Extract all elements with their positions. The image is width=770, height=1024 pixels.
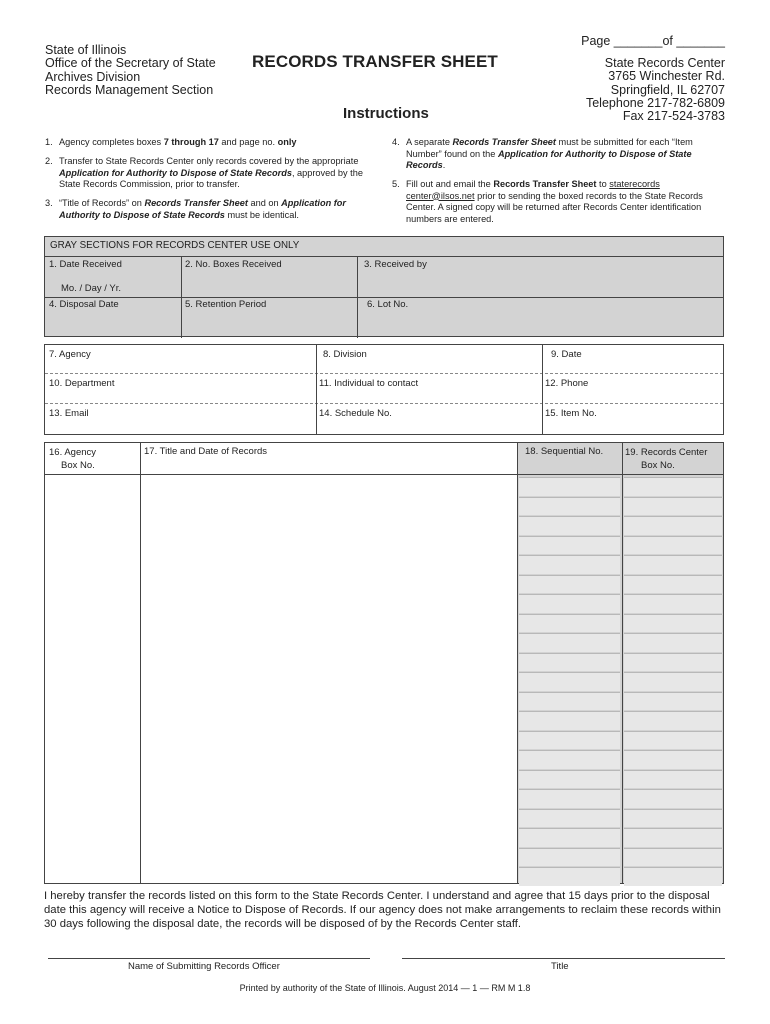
agency-info-section: [44, 344, 724, 435]
sequential-no-cell[interactable]: [519, 789, 620, 808]
sequential-no-cell[interactable]: [519, 711, 620, 730]
date-field[interactable]: 9. Date: [551, 349, 582, 360]
instruction-4: 4. A separate Records Transfer Sheet must be submitted for each “Item Number” found on the Application for Authority to Dispose of State Records.: [392, 137, 693, 170]
center-box-no-cell[interactable]: [624, 477, 722, 496]
gray-section-heading: GRAY SECTIONS FOR RECORDS CENTER USE ONLY: [50, 240, 300, 251]
footer-text: Printed by authority of the State of Illinois. August 2014 — 1 — RM M 1.8: [239, 983, 531, 993]
form-title: RECORDS TRANSFER SHEET: [252, 52, 498, 71]
sequential-no-cell[interactable]: [519, 731, 620, 750]
agency-line: Archives Division: [45, 69, 141, 84]
center-box-no-cell[interactable]: [624, 789, 722, 808]
page-number-field[interactable]: Page _______of _______: [581, 34, 725, 48]
title-date-header: 17. Title and Date of Records: [144, 446, 268, 457]
center-box-no-cell[interactable]: [624, 536, 722, 555]
center-box-no-cell[interactable]: [624, 497, 722, 516]
sequential-no-cell[interactable]: [519, 477, 620, 496]
phone-field[interactable]: 12. Phone: [545, 378, 589, 389]
sequential-no-header: 18. Sequential No.: [525, 446, 604, 457]
center-box-no-cell[interactable]: [624, 750, 722, 769]
sequential-no-cell[interactable]: [519, 828, 620, 847]
records-list-table: [44, 442, 724, 884]
sequential-no-cell[interactable]: [519, 516, 620, 535]
schedule-no-field[interactable]: 14. Schedule No.: [319, 408, 392, 419]
instruction-1: 1. Agency completes boxes 7 through 17 and page no. only: [45, 137, 297, 147]
transfer-statement: I hereby transfer the records listed on this form to the State Records Center. I understand and agree that 15 days prior to the disposal date this agency will receive a Notice to Dispose of Records. If our agency does not make arrangements to reclaim these records within 30 days following the disposal date, the records will be disposed of by the Records Center staff.: [44, 890, 721, 930]
officer-name-label: Name of Submitting Records Officer: [128, 961, 280, 972]
center-box-no-cell[interactable]: [624, 692, 722, 711]
address-line: Telephone 217-782-6809: [585, 95, 725, 110]
disposal-date-field[interactable]: 4. Disposal Date: [49, 299, 119, 310]
item-no-field[interactable]: 15. Item No.: [545, 408, 597, 419]
instruction-5: 5. Fill out and email the Records Transfer Sheet to staterecords center@ilsos.net prior to sending the boxed records to the State Records Center. A signed copy will be returned after Records Center identification numbers are entered.: [392, 179, 703, 224]
department-field[interactable]: 10. Department: [49, 378, 115, 389]
sequential-no-cell[interactable]: [519, 536, 620, 555]
sequential-no-cell[interactable]: [519, 692, 620, 711]
center-box-no-cell[interactable]: [624, 555, 722, 574]
center-box-no-header: 19. Records Center Box No.: [625, 447, 708, 471]
center-box-no-cell[interactable]: [624, 516, 722, 535]
sequential-no-cell[interactable]: [519, 575, 620, 594]
address-block: [586, 57, 725, 123]
center-box-no-cell[interactable]: [624, 770, 722, 789]
officer-name-line[interactable]: [48, 958, 370, 959]
title-label: Title: [551, 961, 569, 972]
address-line: 3765 Winchester Rd.: [608, 69, 725, 84]
address-line: Fax 217-524-3783: [622, 109, 725, 124]
center-box-no-cell[interactable]: [624, 614, 722, 633]
center-box-no-cell[interactable]: [624, 731, 722, 750]
received-by-field[interactable]: 3. Received by: [364, 259, 427, 270]
address-line: Springfield, IL 62707: [610, 82, 725, 97]
center-box-no-cell[interactable]: [624, 711, 722, 730]
instructions-heading: Instructions: [343, 105, 429, 122]
sequential-no-cell[interactable]: [519, 633, 620, 652]
email-field[interactable]: 13. Email: [49, 408, 89, 419]
instruction-2: 2. Transfer to State Records Center only records covered by the appropriate Application for Authority to Dispose of State Records, approved by the State Records Commission, prior to transfer.: [45, 156, 363, 189]
agency-line: Office of the Secretary of State: [45, 56, 216, 71]
sequential-no-cell[interactable]: [519, 594, 620, 613]
sequential-no-cell[interactable]: [519, 770, 620, 789]
sequential-no-cell[interactable]: [519, 750, 620, 769]
agency-block: [45, 44, 216, 97]
boxes-received-field[interactable]: 2. No. Boxes Received: [185, 259, 282, 270]
box-no-header: 16. Agency Box No.: [49, 447, 97, 471]
title-line[interactable]: [402, 958, 725, 959]
instruction-3: 3. “Title of Records” on Records Transfer Sheet and on Application for Authority to Dispose of State Records must be identical.: [45, 198, 346, 220]
email-link[interactable]: staterecords center@ilsos.net: [406, 179, 660, 201]
center-box-no-cell[interactable]: [624, 867, 722, 886]
records-center-use-section: [44, 236, 724, 337]
center-box-no-cell[interactable]: [624, 575, 722, 594]
center-box-no-cell[interactable]: [624, 594, 722, 613]
agency-line: State of Illinois: [45, 43, 127, 57]
date-received-field[interactable]: 1. Date Received: [49, 259, 122, 270]
center-box-no-cell[interactable]: [624, 848, 722, 867]
sequential-no-cell[interactable]: [519, 555, 620, 574]
sequential-no-cell[interactable]: [519, 614, 620, 633]
sequential-no-cell[interactable]: [519, 848, 620, 867]
date-format-hint: Mo. / Day / Yr.: [61, 283, 122, 294]
sequential-no-cell[interactable]: [519, 497, 620, 516]
contact-field[interactable]: 11. Individual to contact: [319, 378, 419, 389]
division-field[interactable]: 8. Division: [323, 349, 367, 360]
retention-period-field[interactable]: 5. Retention Period: [185, 299, 267, 310]
sequential-no-cell[interactable]: [519, 809, 620, 828]
sequential-no-cell[interactable]: [519, 867, 620, 886]
center-box-no-cell[interactable]: [624, 809, 722, 828]
agency-line: Records Management Section: [45, 82, 214, 97]
center-box-no-cell[interactable]: [624, 672, 722, 691]
center-box-no-cell[interactable]: [624, 653, 722, 672]
lot-no-field[interactable]: 6. Lot No.: [367, 299, 409, 310]
sequential-no-cell[interactable]: [519, 653, 620, 672]
center-box-no-cell[interactable]: [624, 633, 722, 652]
center-box-no-cell[interactable]: [624, 828, 722, 847]
address-line: State Records Center: [604, 56, 725, 70]
sequential-no-cell[interactable]: [519, 672, 620, 691]
agency-field[interactable]: 7. Agency: [49, 349, 91, 360]
